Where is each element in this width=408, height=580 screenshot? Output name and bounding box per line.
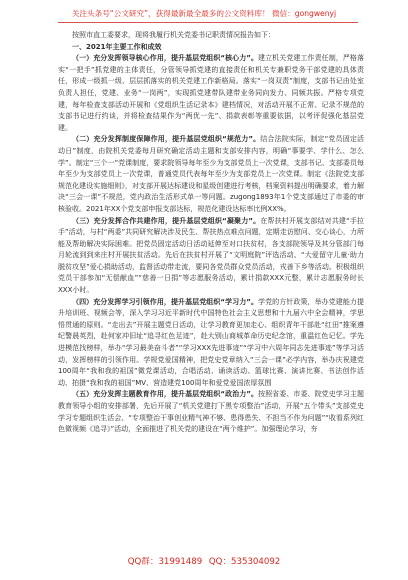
paragraph-4: （四）充分发挥学习引领作用，提升基层党组织“学习力”。学党的方针政策，举办党建能力提升培训班、视频会等，深入学习习近平新时代中国特色社会主义思想和十九届六中全会精神，学思悟贯通的原则。“走出去”开展主题党日活动，让学习教育更加走心、组织青年干部赴“红田”推案遵纪警晨英烈，赴何家冲旧址“追寻红色足迹”，赴大别山商城革命历史纪念馆，重温红色记忆。学先进模范找榜样，举办“学习最美奋斗者”“学习XXX先进事迹”“学习中六周年同志先进事迹”等学习活动，发挥榜样的引领作用。学规党爱国精神，把党史党章纳入“三会一课”必学内容，举办庆祝建党100周年“我和我的祖国”微党课活动，合唱活动、诵读活动、篮球比赛、演讲比赛、书法创作活动、拍摄“我和我的祖国”MV、营造建党100周年和爱党爱国浓厚氛围 — [58, 297, 365, 387]
document-body — [58, 30, 364, 436]
footer-contact: QQ群：31991489 QQ：535304092 — [127, 557, 281, 567]
paragraph-1: （一）充分发挥领导核心作用，提升基层党组织“核心力”。建立机关党建工作责任制，严格落实“一把手”抓党建的主体责任，分管领导抓党建的直接责任和机关专兼职党务干部党建的具体责任，形成一级抓一级、层层抓落实的机关党建工作新格局。落实“一岗双责”制度，支部书记由处室负责人担任，党建、业务“一岗两”，实现抓党建带队建带业务同向发力、同频共振。严格专项党建，每年检查支部活动开展和《党组织生活记录本》建档情况，对活动开展不正常、记录不规范的支部书记进行约谈，并将检查结果作为“两优一先”、捐款表彰等重要依据，以考评促强化基层党建。 — [58, 54, 365, 132]
paragraph-5: （五）充分发挥主题教育作用，提升基层党组织“政治力”。按照省委、市委、院党史学习主题教育领导小组的安排部署，先后开展了“机关党建打下黑专项整治”活动，开展“五个带头”支部党史学习专题组织生活会、“专项整治干事创业精气神不够、患得患失、不担当不作为问题”“收看系列红色微视频《追寻》”活动，全面推进了机关党的建设在“两个维护”。加强理论学习，夯 — [58, 390, 365, 434]
paragraph-2: （二）充分发挥制度保障作用，提升基层党组织“规范力”。结合法院实际，制定“党员固定活动日”制度，由院机关党委每月研究确定活动主题和支部安排内容，明确“事要学、学什么、怎么学”。制定“三个一”党课制度，要求院领导每年至少为支部党员上一次党课，支部书记、支部委员每年至少为支部党员上一次党课，普通党员代表每年至少为支部党员上一次党课。制定《法院党支部规范化建设实施细则》，对支部开展达标建设和星级创建进行考核，档案资料提出明确要求，着力解决“三会一课”不规范，党内政治生活形式单一等问题。zugong1893年1个党支部通过了市委的审核验收。2021年XX个党支部申报支部达标，规范化建设达标率比例XX%。 — [58, 135, 364, 213]
section-heading: 一、2021年主要工作和成效 — [72, 42, 162, 51]
header-rule — [58, 22, 358, 23]
paragraph-3: （三）充分发挥合作共建作用，提升基层党组织“凝聚力”。在帮扶村开展支部结对共建“手拉手”活动，与村“两委”共同研究解决涉及民生、帮扶热点难点问题，定期走访慰问、交心谈心，力所能及帮助解决实际困难。把党员固定活动日活动延伸至对口扶贫村，各支部院领导及其分管部门每月轮流到到来庄村开展扶贫活动。先后在扶贫村开展了“文明庭院”评选活动、“大爱留守儿童·助力脱贫攻坚”爱心捐助活动，监督活动带走流，要同各党员群众党员活动，戎善下乡等活动。积极组织党员干部参加“无偿献血”“慈善一日捐”等志愿服务活动，累计捐款XXX元整，累计志愿服务时长XXX小时。 — [58, 216, 364, 295]
intro-paragraph: 按照市直工委要求，现将我履行机关党委书记职责情况报告如下： — [72, 31, 275, 39]
header-banner: 关注头条号“公文研究”，获得最新最全最多的公文资料库！ 微信：gongwenyj — [71, 9, 337, 18]
